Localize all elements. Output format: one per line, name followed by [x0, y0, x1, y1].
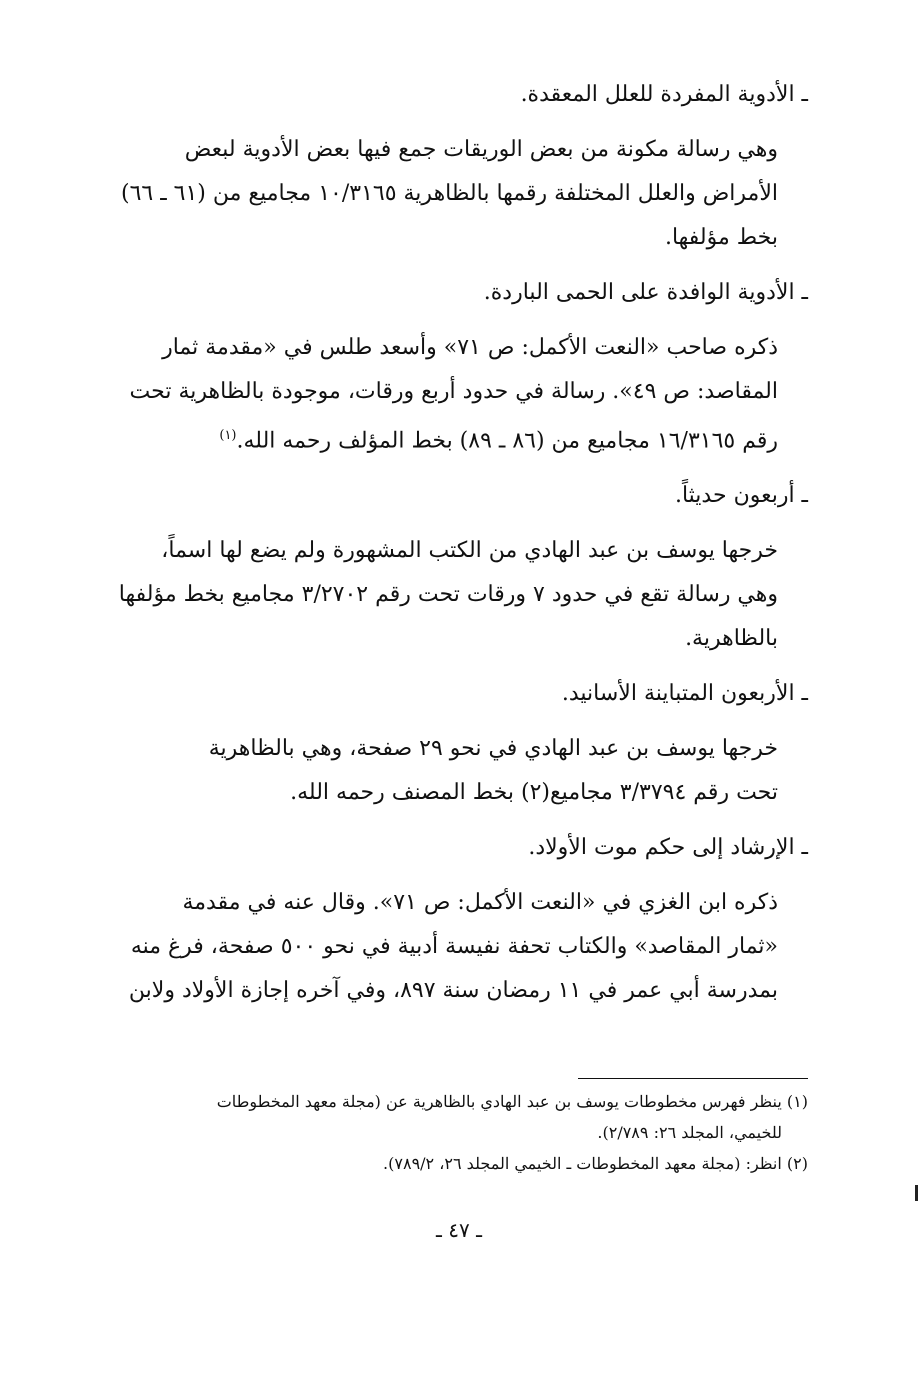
footnote-marker: (٢) — [786, 1154, 808, 1173]
section-heading: ـ الإرشاد إلى حكم موت الأولاد. — [528, 835, 808, 861]
paragraph: خرجها يوسف بن عبد الهادي في نحو ٢٩ صفحة، وهي بالظاهرية تحت رقم ٣/٣٧٩٤ مجاميع(٢) بخط المصنف رحمه الله. — [208, 736, 778, 806]
footnote-2: (٢) انظر: (مجلة معهد المخطوطات ـ الخيمي المجلد ٢٦، ٧٨٩/٢). — [383, 1154, 808, 1173]
section-heading: ـ الأدوية المفردة للعلل المعقدة. — [520, 82, 808, 107]
footnote-1: (١) ينظر فهرس مخطوطات يوسف بن عبد الهادي بالظاهرية عن (مجلة معهد المخطوطات — [216, 1092, 808, 1111]
paragraph: ذكره صاحب «النعت الأكمل: ص ٧١» وأسعد طلس في «مقدمة ثمار المقاصد: ص ٤٩». رسالة في حدود أربع ورقات، موجودة بالظاهرية تحت رقم ١٦/٣١٦٥ مجاميع من (٨٦ ـ ٨٩) بخط المؤلف رحمه الله.$^{(١)}$ — [129, 335, 778, 454]
footnote-separator — [578, 1078, 808, 1079]
footnotes — [108, 1086, 808, 1179]
footnote-1-continuation: للخيمي، المجلد ٢٦: ٢/٧٨٩). — [597, 1123, 782, 1142]
paragraph: خرجها يوسف بن عبد الهادي من الكتب المشهورة ولم يضع لها اسماً، وهي رسالة تقع في حدود ٧ ورقات تحت رقم ٣/٢٧٠٢ مجاميع بخط مؤلفها بالظاهرية. — [118, 538, 778, 652]
footnote-ref[interactable]: (١) — [219, 428, 237, 443]
main-text — [112, 72, 808, 1023]
section-heading: ـ الأربعون المتباينة الأسانيد. — [561, 681, 808, 707]
footnote-marker: (١) — [786, 1092, 808, 1111]
paragraph: ذكره ابن الغزي في «النعت الأكمل: ص ٧١». وقال عنه في مقدمة «ثمار المقاصد» والكتاب تحفة نفيسة أدبية في نحو ٥٠٠ صفحة، فرغ منه بمدرسة أبي عمر في ١١ رمضان سنة ٨٩٧، وفي آخره إجازة الأولاد ولابن — [128, 890, 778, 1004]
paragraph: وهي رسالة مكونة من بعض الوريقات جمع فيها بعض الأدوية لبعض الأمراض والعلل المختلفة رقمها بالظاهرية ١٠/٣١٦٥ مجاميع من (٦١ ـ ٦٦) بخط مؤلفها. — [120, 137, 778, 250]
section-heading: ـ الأدوية الوافدة على الحمى الباردة. — [483, 280, 808, 305]
section-heading: ـ أربعون حديثاً. — [674, 483, 808, 509]
page-number: ـ ٤٧ ـ — [436, 1218, 482, 1242]
